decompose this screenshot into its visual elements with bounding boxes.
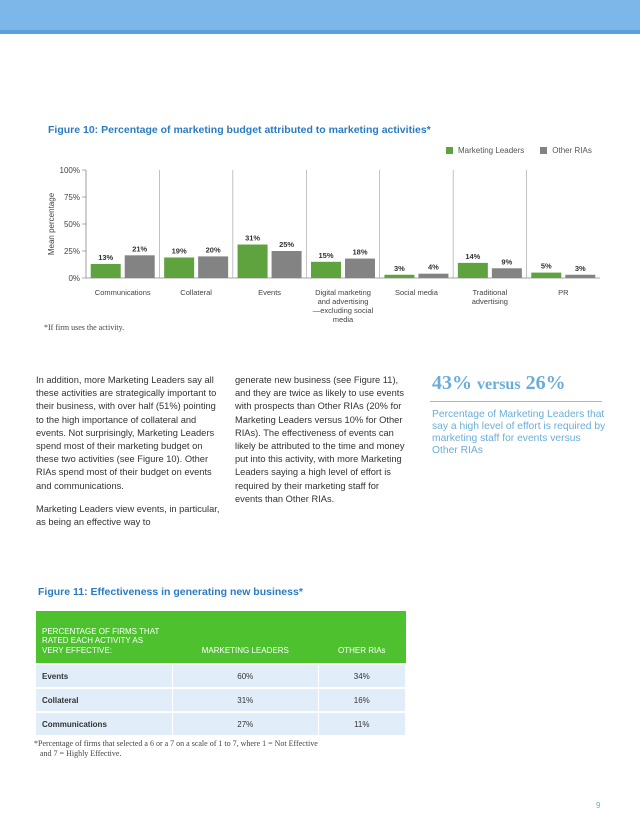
bar-value-label: 18% [352, 247, 368, 257]
x-category-label: Events [258, 288, 282, 297]
x-category-label: advertising [471, 297, 508, 306]
table-header-leaders: MARKETING LEADERS [173, 611, 319, 664]
legend-item-others [540, 146, 592, 155]
legend-item-leaders [446, 146, 524, 155]
bar-leaders [238, 245, 268, 278]
bar-value-label: 13% [98, 252, 114, 262]
bar-value-label: 4% [428, 262, 439, 272]
table-cell-activity: Communications [36, 712, 173, 735]
table-cell-leaders: 31% [173, 688, 319, 712]
bar-value-label: 25% [279, 240, 295, 249]
bar-value-label: 20% [205, 245, 221, 255]
bar-value-label: 3% [394, 263, 405, 273]
figure11-footnote-line-2: and 7 = Highly Effective. [40, 749, 122, 758]
bar-value-label: 14% [465, 251, 481, 261]
figure10-footnote: *If firm uses the activity. [44, 323, 125, 332]
body-paragraph: generate new business (see Figure 11), and they are twice as likely to use events with prospects than Other RIAs (20% for Marketing Leaders versus 10% for Other RIAs). The effectiveness of events can likely be attributed to the time and money put into this activity, with more Marketing Leaders saying a high level of effort is required by their marketing staff for events than Other RIAs. [235, 375, 405, 504]
callout-stat [432, 372, 566, 395]
figure11-footnote-line-1: *Percentage of firms that selected a 6 or a 7 on a scale of 1 to 7, where 1 = Not Effective [34, 739, 318, 748]
legend-label-leaders: Marketing Leaders [458, 146, 525, 155]
y-tick-label: 25% [63, 247, 80, 256]
bar-others [125, 255, 155, 278]
y-tick-label: 100% [59, 166, 80, 175]
table-cell-others: 34% [318, 664, 405, 688]
bar-others [418, 274, 448, 278]
bar-leaders [164, 257, 194, 278]
legend-swatch-leaders [446, 147, 453, 154]
table-row [36, 664, 406, 688]
table-row [36, 688, 406, 712]
callout-text: Percentage of Marketing Leaders that say a high level of effort is required by marketing staff for events versus Other RIAs [432, 409, 606, 456]
table-cell-others: 11% [318, 712, 405, 735]
bar-value-label: 5% [540, 261, 552, 271]
bar-others [272, 251, 302, 278]
x-category-label: Social media [394, 288, 438, 297]
bar-value-label: 31% [245, 233, 261, 243]
bar-value-label: 15% [318, 250, 334, 260]
x-category-label: Collateral [180, 288, 212, 297]
legend-swatch-others [540, 147, 547, 154]
bar-value-label: 9% [501, 257, 513, 267]
y-tick-label: 75% [63, 193, 80, 202]
table-header-activity: PERCENTAGE OF FIRMS THAT RATED EACH ACTIVITY AS VERY EFFECTIVE: [36, 611, 173, 664]
top-banner [0, 0, 640, 34]
callout-num-leaders: 43% [432, 372, 472, 394]
callout-num-others: 26% [525, 372, 566, 394]
callout-versus: versus [477, 376, 521, 393]
bar-leaders [91, 264, 121, 278]
table-header-row [36, 611, 406, 664]
bar-leaders [458, 263, 488, 278]
bar-value-label: 21% [132, 244, 148, 254]
bar-leaders [531, 273, 561, 278]
table-cell-leaders: 60% [173, 664, 319, 688]
x-category-label: media [332, 315, 354, 324]
body-column-1 [36, 374, 226, 539]
table-cell-activity: Events [36, 664, 173, 688]
top-banner-rule [0, 30, 640, 34]
bar-leaders [311, 262, 341, 278]
body-column-2 [235, 374, 407, 516]
y-tick-label: 0% [68, 274, 80, 283]
x-category-label: Traditional [472, 288, 508, 297]
x-category-label: Digital marketing [315, 288, 371, 297]
bar-others [492, 268, 522, 278]
page-number: 9 [596, 801, 601, 810]
table-cell-others: 16% [318, 688, 405, 712]
legend-label-others: Other RIAs [552, 146, 592, 155]
x-category-label: and advertising [317, 297, 369, 306]
table-header-others: OTHER RIAs [318, 611, 405, 664]
chart-legend [446, 146, 592, 155]
table-cell-activity: Collateral [36, 688, 173, 712]
bar-others [198, 256, 228, 278]
table-cell-leaders: 27% [173, 712, 319, 735]
x-category-label: Communications [94, 288, 151, 297]
bar-others [345, 259, 375, 278]
body-paragraph: Marketing Leaders view events, in particular, as being an effective way to [36, 503, 220, 528]
callout-divider [430, 401, 602, 402]
figure10-bar-chart [30, 160, 600, 335]
table-row [36, 712, 406, 735]
x-category-label: PR [558, 288, 569, 297]
figure11-table [36, 611, 406, 735]
y-tick-label: 50% [63, 220, 80, 229]
body-paragraph: In addition, more Marketing Leaders say all these activities are strategically important to their business, with over half (51%) pointing to the high importance of collateral and events. Not surprisingly, Marketing Leaders spend most of their marketing budget on these two activities (see Figure 10). Other RIAs spend most of their budget on events and communications. [36, 375, 217, 491]
bar-value-label: 19% [171, 246, 187, 256]
bar-value-label: 3% [574, 263, 586, 273]
bar-others [565, 275, 595, 278]
figure10-title: Figure 10: Percentage of marketing budget attributed to marketing activities* [48, 124, 431, 136]
y-axis-label: Mean percentage [47, 192, 56, 256]
figure11-title: Figure 11: Effectiveness in generating new business* [38, 586, 303, 598]
x-category-label: —excluding social [312, 306, 374, 315]
bar-leaders [384, 275, 414, 278]
